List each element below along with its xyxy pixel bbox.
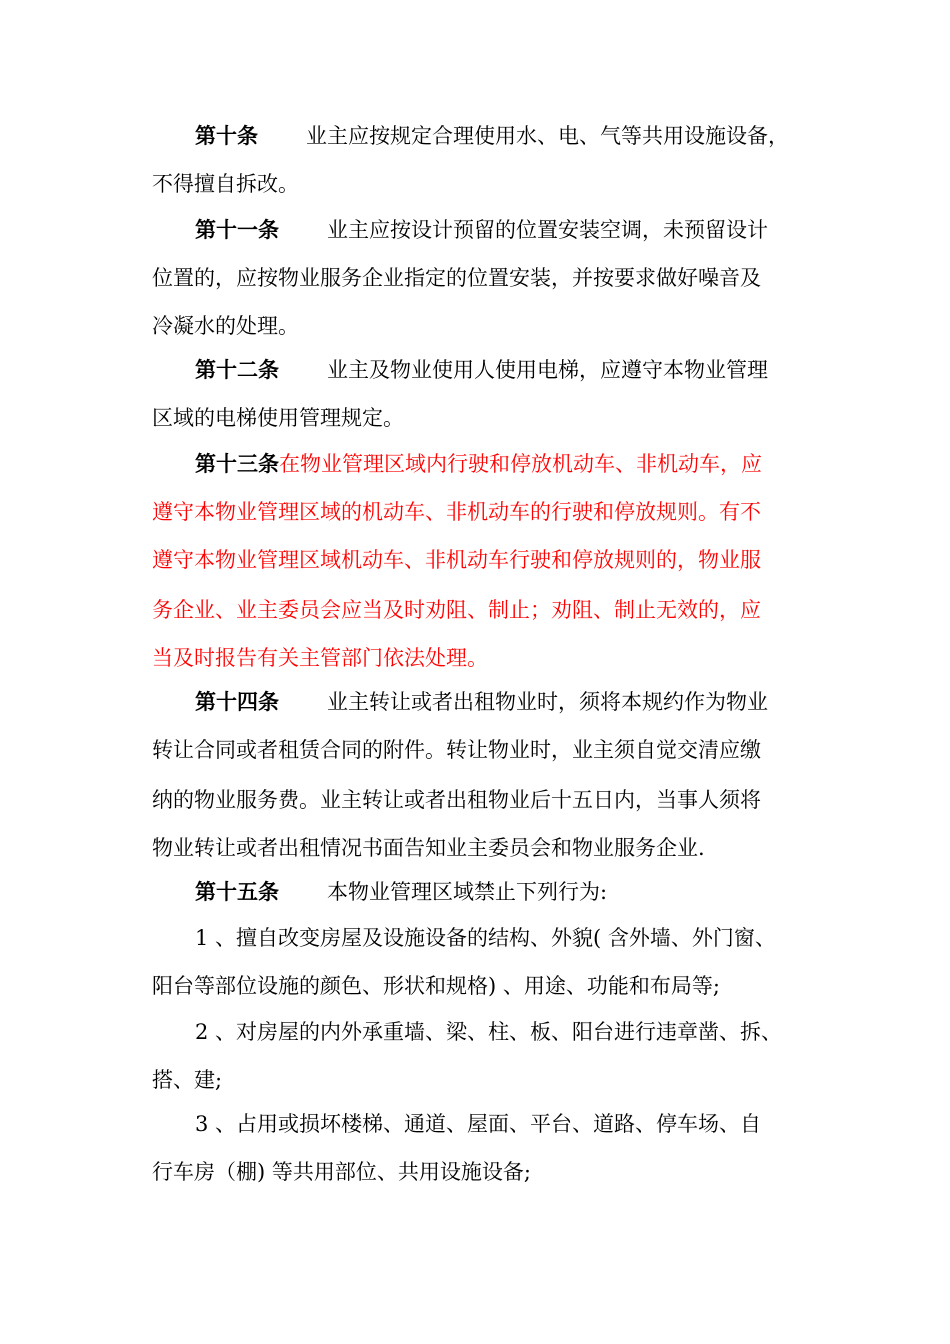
article-13-title: 第十三条 bbox=[195, 452, 279, 476]
article-14-line-2: 转让合同或者租赁合同的附件。转让物业时，业主须自觉交清应缴 bbox=[152, 738, 761, 762]
article-15-item-2-line-1: 2 、对房屋的内外承重墙、梁、柱、板、阳台进行违章凿、拆、 bbox=[195, 1020, 783, 1044]
article-15-item-1-line-1: 1 、擅自改变房屋及设施设备的结构、外貌( 含外墙、外门窗、 bbox=[195, 926, 776, 950]
article-11-text: 业主应按设计预留的位置安装空调，未预留设计 bbox=[327, 218, 768, 242]
article-15-line-1 bbox=[195, 880, 607, 904]
article-10-text: 业主应按规定合理使用水、电、气等共用设施设备， bbox=[306, 124, 789, 148]
article-11-title: 第十一条 bbox=[195, 218, 279, 242]
article-11-line-1 bbox=[195, 218, 768, 242]
article-12-line-2: 区域的电梯使用管理规定。 bbox=[152, 406, 404, 430]
article-13-line-5: 当及时报告有关主管部门依法处理。 bbox=[152, 646, 488, 670]
article-15-item-3-line-1: 3 、占用或损坏楼梯、通道、屋面、平台、道路、停车场、自 bbox=[195, 1112, 762, 1136]
article-15-text: 本物业管理区域禁止下列行为: bbox=[327, 880, 608, 904]
article-13-line-3: 遵守本物业管理区域机动车、非机动车行驶和停放规则的，物业服 bbox=[152, 548, 761, 572]
article-13-line-1 bbox=[195, 452, 762, 476]
article-13-text: 在物业管理区域内行驶和停放机动车、非机动车，应 bbox=[279, 452, 762, 476]
article-10-title: 第十条 bbox=[195, 124, 258, 148]
article-14-line-1 bbox=[195, 690, 768, 714]
article-14-title: 第十四条 bbox=[195, 690, 279, 714]
article-14-line-3: 纳的物业服务费。业主转让或者出租物业后十五日内，当事人须将 bbox=[152, 788, 761, 812]
article-15-title: 第十五条 bbox=[195, 880, 279, 904]
article-10-line-2: 不得擅自拆改。 bbox=[152, 172, 299, 196]
article-14-text: 业主转让或者出租物业时，须将本规约作为物业 bbox=[327, 690, 768, 714]
article-12-line-1 bbox=[195, 358, 768, 382]
article-15-item-2-line-2: 搭、建; bbox=[152, 1068, 223, 1092]
article-13-line-2: 遵守本物业管理区域的机动车、非机动车的行驶和停放规则。有不 bbox=[152, 500, 761, 524]
article-13-line-4: 务企业、业主委员会应当及时劝阻、制止；劝阻、制止无效的，应 bbox=[152, 598, 761, 622]
article-12-title: 第十二条 bbox=[195, 358, 279, 382]
article-11-line-2: 位置的，应按物业服务企业指定的位置安装，并按要求做好噪音及 bbox=[152, 266, 761, 290]
article-11-line-3: 冷凝水的处理。 bbox=[152, 314, 299, 338]
article-15-item-1-line-2: 阳台等部位设施的颜色、形状和规格) 、用途、功能和布局等; bbox=[152, 974, 720, 998]
article-14-line-4: 物业转让或者出租情况书面告知业主委员会和物业服务企业. bbox=[152, 836, 705, 860]
article-12-text: 业主及物业使用人使用电梯，应遵守本物业管理 bbox=[327, 358, 768, 382]
article-15-item-3-line-2: 行车房（棚) 等共用部位、共用设施设备; bbox=[152, 1160, 531, 1184]
article-10-line-1 bbox=[195, 124, 789, 148]
